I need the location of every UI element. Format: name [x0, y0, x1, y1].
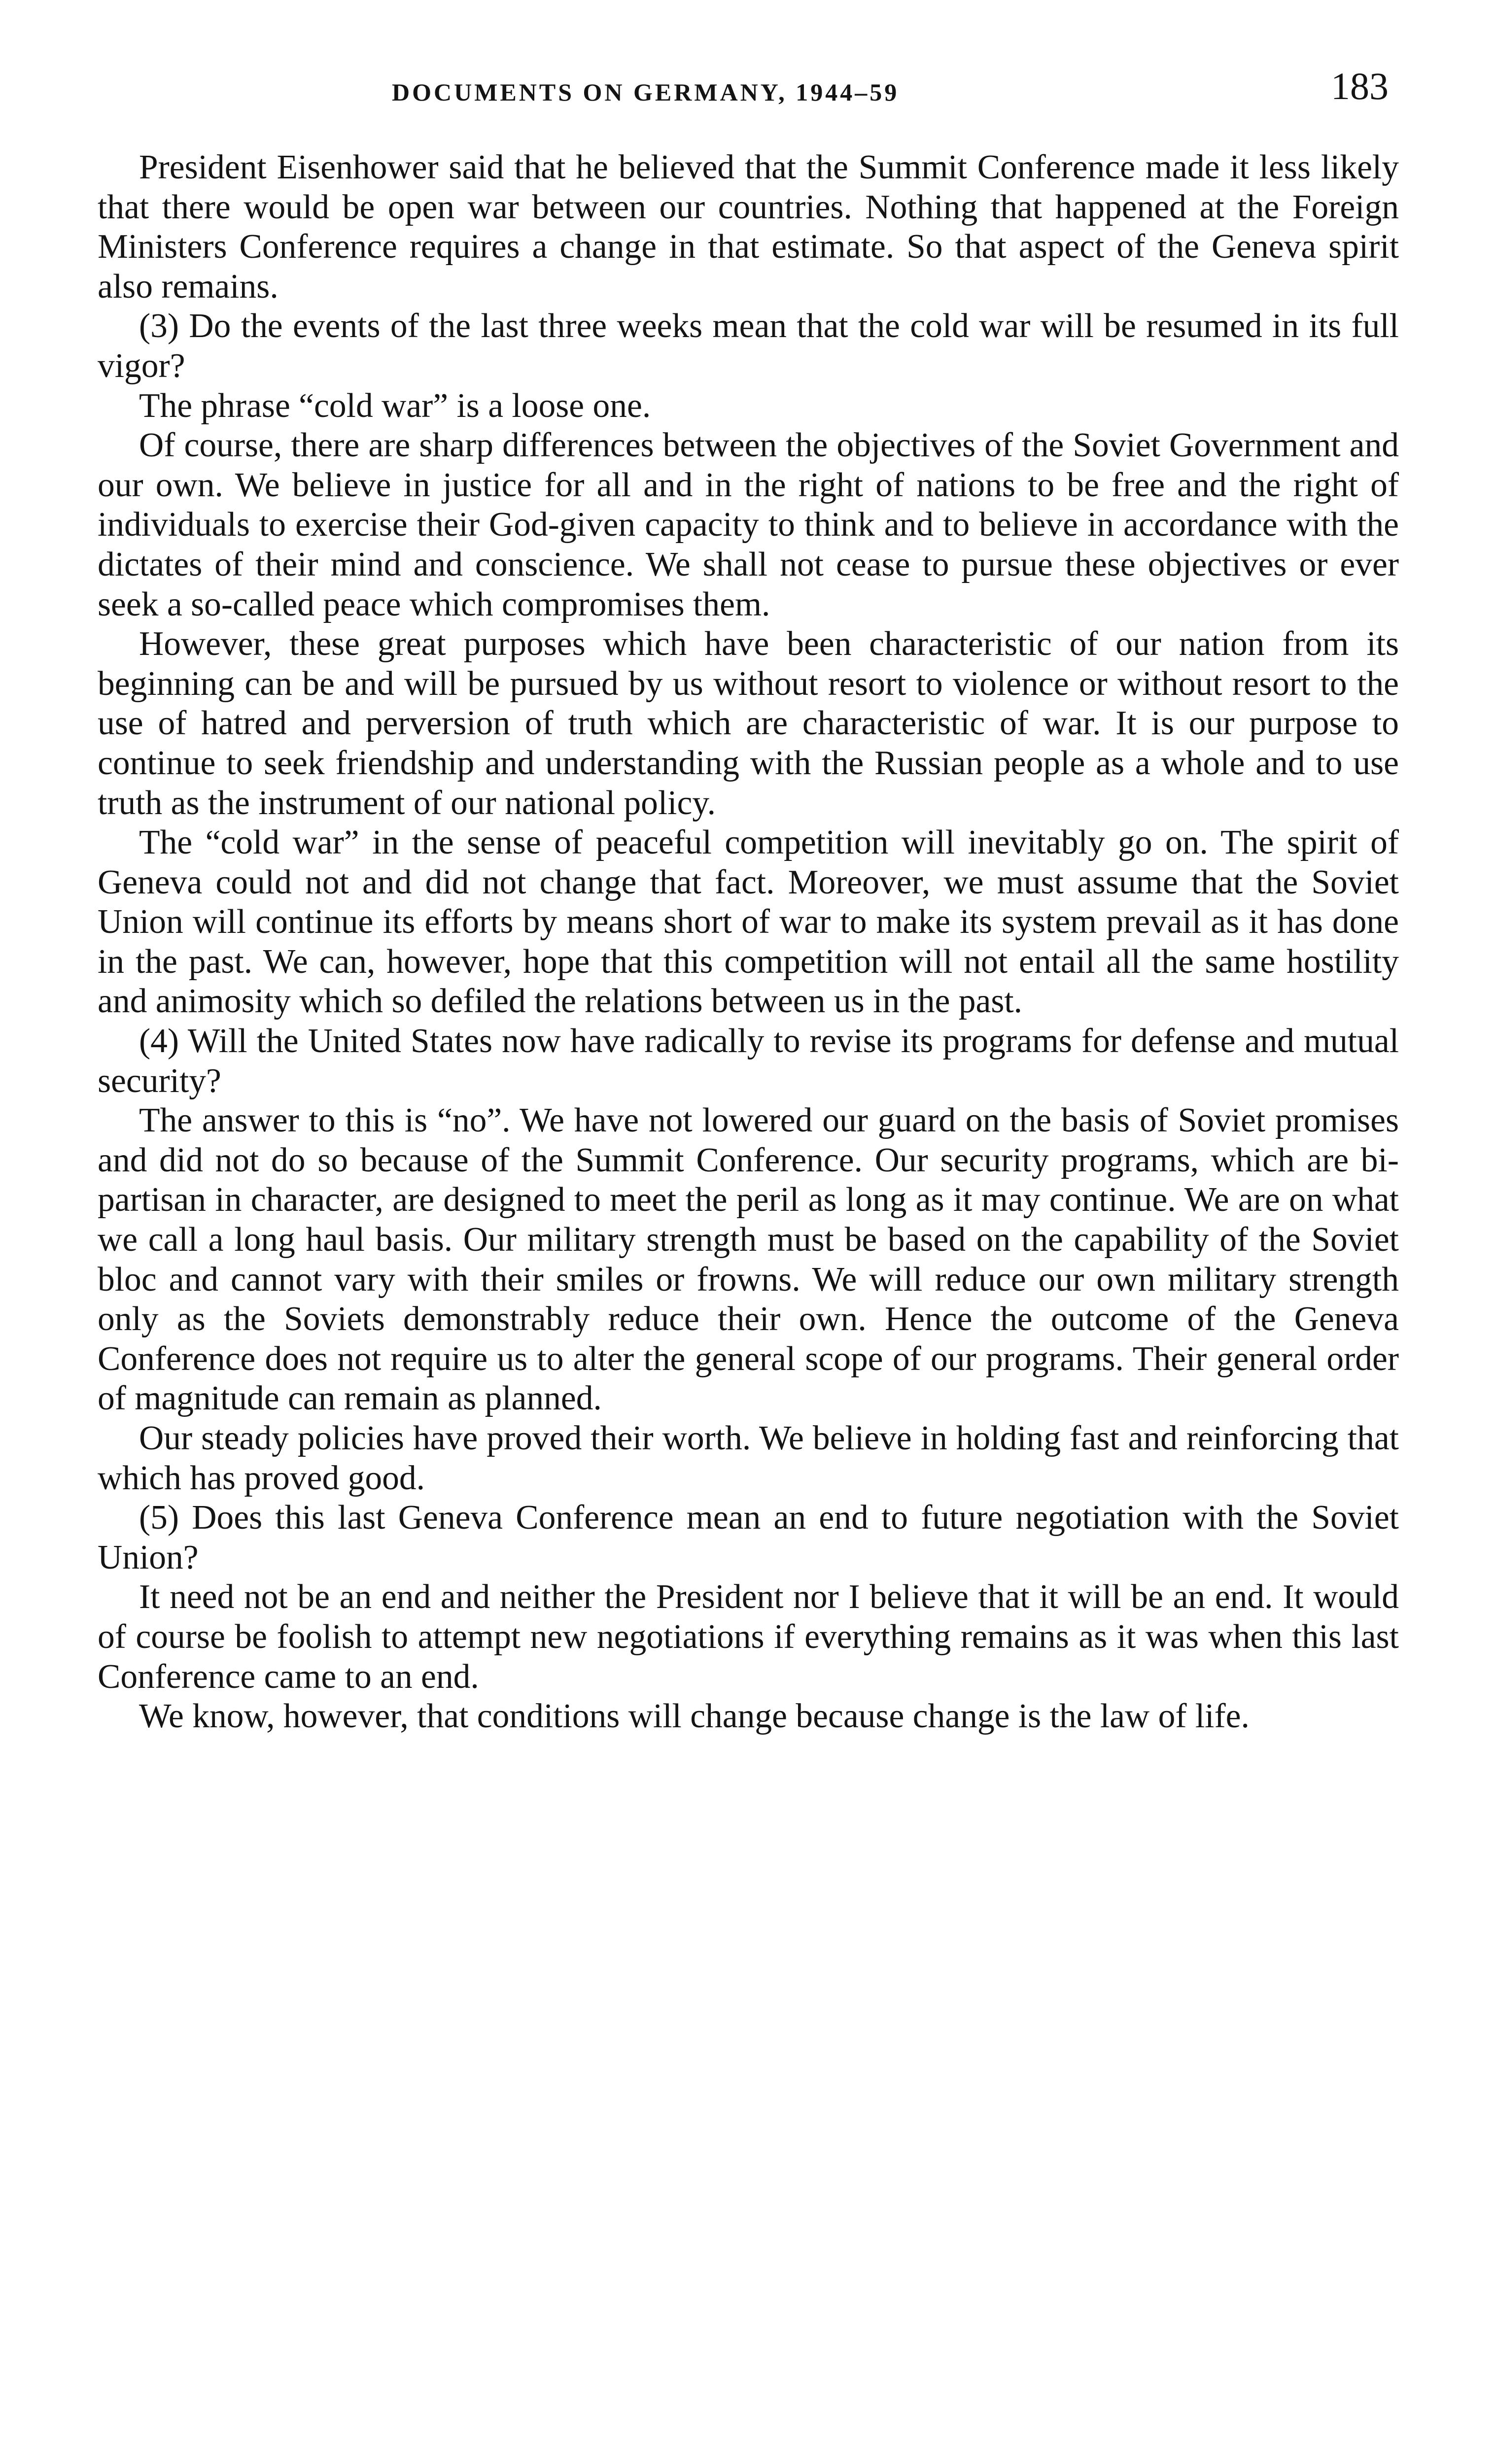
- body-text: [98, 148, 1399, 1737]
- paragraph: We know, however, that conditions will change because change is the law of life.: [139, 1697, 1250, 1736]
- paragraph: (3) Do the events of the last three weeks mean that the cold war will be resumed in its full vigor?: [98, 307, 1399, 385]
- paragraph: However, these great purposes which have been characteristic of our nation from its beginning can be and will be pursued by us without resort to violence or without resort to the use of hatred and perversion of truth which are characteristic of war. It is our purpose to continue to seek friendship and understanding with the Russian people as a whole and to use truth as the instrument of our national policy.: [98, 625, 1399, 822]
- paragraph: It need not be an end and neither the President nor I believe that it will be an end. It would of course be foolish to attempt new negotiations if everything remains as it was when this last Conference came to an end.: [98, 1578, 1399, 1696]
- running-title: DOCUMENTS ON GERMANY, 1944–59: [392, 78, 900, 106]
- paragraph: The phrase “cold war” is a loose one.: [139, 386, 651, 425]
- paragraph: The answer to this is “no”. We have not lowered our guard on the basis of Soviet promises and did not do so because of the Summit Conference. Our security programs, which are bi-partisan in character, are designed to meet the peril as long as it may continue. We are on what we call a long haul basis. Our military strength must be based on the capability of the Soviet bloc and cannot vary with their smiles or frowns. We will reduce our own military strength only as the Soviets demonstrably reduce their own. Hence the outcome of the Geneva Conference does not require us to alter the general scope of our programs. Their general order of magnitude can remain as planned.: [98, 1101, 1399, 1418]
- paragraph: President Eisenhower said that he believed that the Summit Conference made it less likely that there would be open war between our countries. Nothing that happened at the Foreign Ministers Conference requires a change in that estimate. So that aspect of the Geneva spirit also remains.: [98, 148, 1399, 306]
- paragraph: Of course, there are sharp differences between the objectives of the Soviet Government and our own. We believe in justice for all and in the right of nations to be free and the right of individuals to exercise their God-given capacity to think and to believe in accordance with the dictates of their mind and conscience. We shall not cease to pursue these objectives or ever seek a so-called peace which compromises them.: [98, 426, 1399, 623]
- paragraph: (4) Will the United States now have radically to revise its programs for defense and mutual security?: [98, 1022, 1399, 1100]
- paragraph: (5) Does this last Geneva Conference mean an end to future negotiation with the Soviet Union?: [98, 1499, 1399, 1576]
- running-header: [0, 64, 1495, 118]
- page-number: 183: [1331, 65, 1389, 107]
- paragraph: The “cold war” in the sense of peaceful competition will inevitably go on. The spirit of Geneva could not and did not change that fact. Moreover, we must assume that the Soviet Union will continue its efforts by means short of war to make its system prevail as it has done in the past. We can, however, hope that this competition will not entail all the same hostility and animosity which so defiled the relations between us in the past.: [98, 823, 1399, 1021]
- paragraph: Our steady policies have proved their worth. We believe in holding fast and reinforcing that which has proved good.: [98, 1419, 1399, 1497]
